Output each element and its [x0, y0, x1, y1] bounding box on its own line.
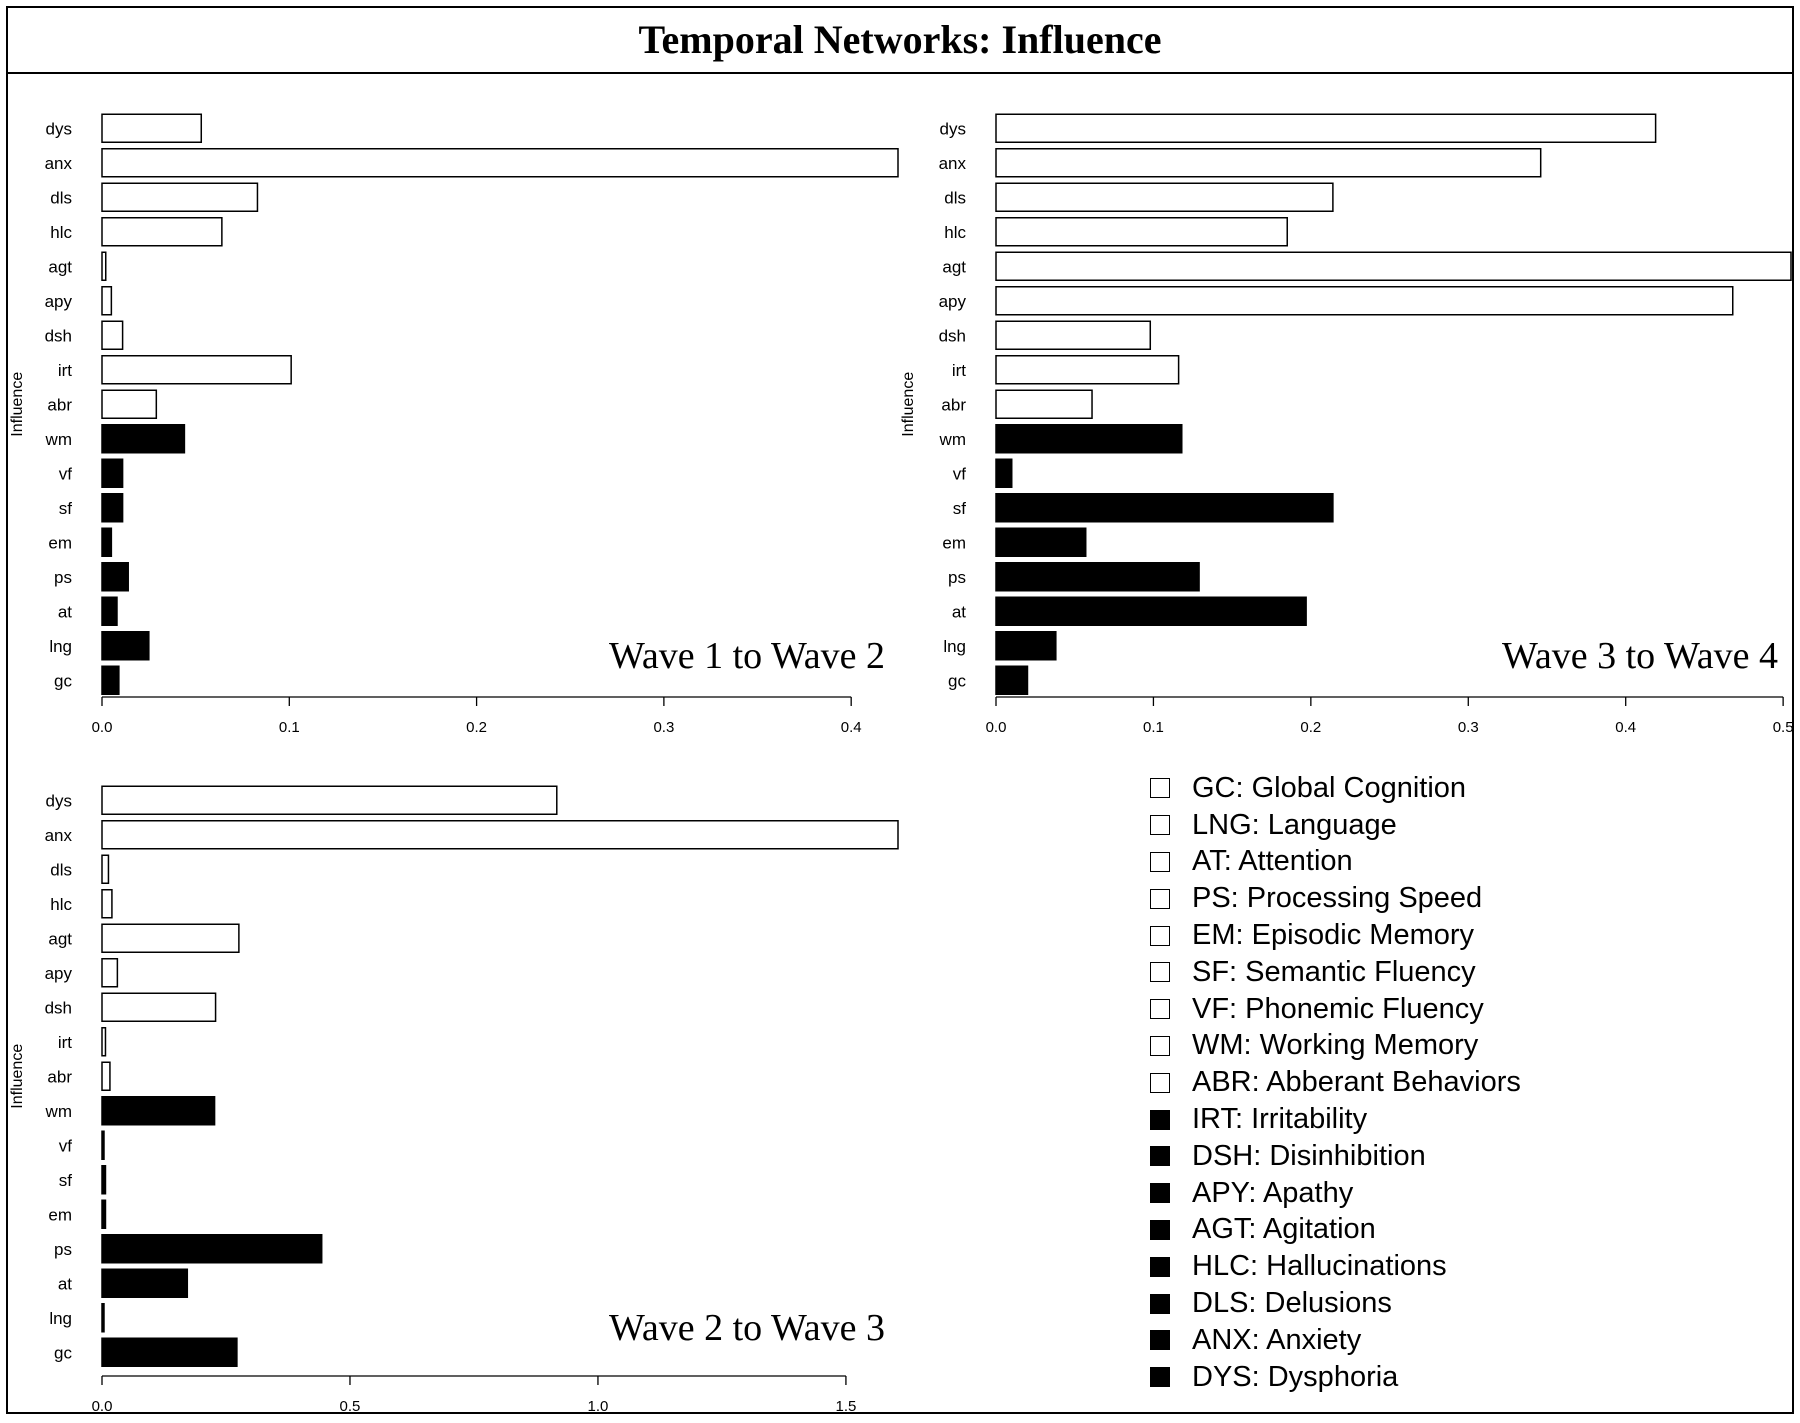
panel-label: Wave 1 to Wave 2	[609, 635, 885, 677]
category-label-hlc: hlc	[50, 894, 72, 914]
category-label-dsh: dsh	[44, 326, 72, 346]
category-label-apy: apy	[44, 291, 72, 311]
category-label-vf: vf	[58, 1136, 72, 1156]
bar-wm	[102, 425, 184, 453]
bar-gc	[102, 1338, 237, 1366]
category-label-lng: lng	[49, 1308, 72, 1328]
bar-dls	[996, 183, 1333, 211]
bar-hlc	[102, 218, 222, 246]
legend-swatch	[1150, 1036, 1170, 1056]
bar-apy	[102, 959, 117, 987]
category-label-ps: ps	[54, 1239, 72, 1259]
legend-swatch	[1150, 1294, 1170, 1314]
panel-label: Wave 3 to Wave 4	[1502, 635, 1778, 677]
category-label-gc: gc	[54, 1343, 72, 1363]
legend-swatch	[1150, 815, 1170, 835]
category-label-agt: agt	[942, 257, 966, 277]
bar-at	[996, 597, 1306, 625]
bar-vf	[102, 1131, 104, 1159]
bar-agt	[102, 252, 106, 280]
bar-ps	[996, 563, 1199, 591]
x-tick-label: 0.1	[278, 719, 300, 736]
legend-item	[1150, 844, 1790, 881]
category-label-anx: anx	[938, 153, 966, 173]
legend-swatch	[1150, 1146, 1170, 1166]
bar-hlc	[996, 218, 1287, 246]
legend-item	[1150, 1101, 1790, 1138]
legend-label: GC: Global Cognition	[1192, 771, 1467, 804]
bar-em	[102, 528, 111, 556]
bar-dys	[102, 114, 201, 142]
bar-hlc	[102, 890, 112, 918]
legend-swatch	[1150, 852, 1170, 872]
bar-lng	[102, 632, 149, 660]
category-label-ps: ps	[948, 567, 966, 587]
chart-wave-2-to-wave-3	[0, 752, 900, 1422]
category-label-dys: dys	[45, 119, 72, 139]
x-tick-label: 0.3	[1457, 719, 1479, 736]
legend-label: WM: Working Memory	[1192, 1029, 1479, 1062]
legend-swatch	[1150, 1183, 1170, 1203]
x-tick-label: 0.2	[466, 719, 488, 736]
category-label-wm: wm	[939, 429, 966, 449]
legend-item	[1150, 954, 1790, 991]
category-label-em: em	[48, 533, 72, 553]
legend-item	[1150, 1028, 1790, 1065]
legend-swatch	[1150, 999, 1170, 1019]
bar-em	[996, 528, 1086, 556]
legend-label: ABR: Abberant Behaviors	[1192, 1066, 1521, 1099]
bar-at	[102, 1269, 187, 1297]
category-label-at: at	[951, 602, 966, 622]
category-label-dys: dys	[939, 119, 966, 139]
legend-label: DSH: Disinhibition	[1192, 1139, 1426, 1172]
x-tick-label: 1.0	[587, 1398, 609, 1415]
x-tick-label: 0.5	[339, 1398, 361, 1415]
category-label-irt: irt	[57, 360, 72, 380]
bar-agt	[102, 924, 239, 952]
legend-label: PS: Processing Speed	[1192, 882, 1483, 915]
bar-apy	[102, 287, 111, 315]
bar-dls	[102, 855, 108, 883]
bar-wm	[102, 1097, 215, 1125]
category-label-apy: apy	[44, 963, 72, 983]
panel-label: Wave 2 to Wave 3	[609, 1307, 885, 1349]
category-label-sf: sf	[952, 498, 966, 518]
legend-swatch	[1150, 1110, 1170, 1130]
bar-anx	[102, 821, 898, 849]
category-label-hlc: hlc	[50, 222, 72, 242]
category-label-wm: wm	[45, 429, 72, 449]
legend-item	[1150, 1138, 1790, 1175]
category-label-abr: abr	[941, 395, 966, 415]
bar-ps	[102, 1235, 322, 1263]
bar-sf	[996, 494, 1333, 522]
x-tick-label: 0.4	[1615, 719, 1637, 736]
legend-item	[1150, 1175, 1790, 1212]
legend-item	[1150, 880, 1790, 917]
bar-dsh	[996, 321, 1150, 349]
y-axis-label: Influence	[9, 1043, 26, 1109]
bar-gc	[102, 666, 119, 694]
bar-wm	[996, 425, 1182, 453]
bar-abr	[102, 390, 156, 418]
legend-label: SF: Semantic Fluency	[1192, 955, 1476, 988]
category-label-agt: agt	[48, 929, 72, 949]
category-label-ps: ps	[54, 567, 72, 587]
bar-lng	[996, 632, 1056, 660]
legend	[1150, 770, 1790, 1396]
x-tick-label: 0.0	[985, 719, 1007, 736]
bar-apy	[996, 287, 1733, 315]
x-tick-label: 0.2	[1300, 719, 1322, 736]
x-tick-label: 1.5	[835, 1398, 857, 1415]
bar-em	[102, 1200, 105, 1228]
legend-item	[1150, 1285, 1790, 1322]
bar-abr	[996, 390, 1092, 418]
bar-dys	[102, 786, 557, 814]
bar-vf	[996, 459, 1012, 487]
category-label-abr: abr	[47, 395, 72, 415]
category-label-dls: dls	[50, 860, 72, 880]
legend-item	[1150, 1359, 1790, 1396]
legend-swatch	[1150, 889, 1170, 909]
bar-anx	[996, 149, 1541, 177]
bar-irt	[102, 356, 291, 384]
legend-label: EM: Episodic Memory	[1192, 919, 1475, 952]
category-label-wm: wm	[45, 1101, 72, 1121]
bar-abr	[102, 1062, 110, 1090]
legend-swatch	[1150, 1220, 1170, 1240]
category-label-dls: dls	[50, 188, 72, 208]
legend-swatch	[1150, 1367, 1170, 1387]
bar-dys	[996, 114, 1656, 142]
legend-swatch	[1150, 962, 1170, 982]
y-axis-label: Influence	[900, 371, 917, 437]
category-label-dys: dys	[45, 791, 72, 811]
legend-swatch	[1150, 926, 1170, 946]
legend-swatch	[1150, 1330, 1170, 1350]
legend-label: DLS: Delusions	[1192, 1287, 1392, 1320]
category-label-em: em	[942, 533, 966, 553]
legend-swatch	[1150, 778, 1170, 798]
legend-item	[1150, 991, 1790, 1028]
legend-label: ANX: Anxiety	[1192, 1323, 1362, 1356]
legend-label: DYS: Dysphoria	[1192, 1360, 1399, 1393]
chart-wave-1-to-wave-2	[0, 80, 900, 760]
x-tick-label: 0.4	[840, 719, 862, 736]
bar-agt	[996, 252, 1791, 280]
legend-label: LNG: Language	[1192, 808, 1397, 841]
bar-irt	[996, 356, 1179, 384]
legend-label: IRT: Irritability	[1192, 1103, 1368, 1136]
category-label-at: at	[57, 1274, 72, 1294]
x-tick-label: 0.1	[1142, 719, 1164, 736]
category-label-anx: anx	[44, 825, 72, 845]
bar-sf	[102, 1166, 105, 1194]
legend-label: AGT: Agitation	[1192, 1213, 1376, 1246]
bar-lng	[102, 1304, 104, 1332]
figure-title: Temporal Networks: Influence	[638, 16, 1162, 62]
bar-gc	[996, 666, 1027, 694]
bar-dls	[102, 183, 257, 211]
bar-anx	[102, 149, 898, 177]
x-tick-label: 0.0	[91, 1398, 113, 1415]
bar-at	[102, 597, 117, 625]
category-label-irt: irt	[57, 1032, 72, 1052]
category-label-lng: lng	[49, 636, 72, 656]
category-label-dsh: dsh	[938, 326, 966, 346]
category-label-em: em	[48, 1205, 72, 1225]
x-tick-label: 0.3	[653, 719, 675, 736]
category-label-gc: gc	[54, 671, 72, 691]
category-label-irt: irt	[951, 360, 966, 380]
category-label-vf: vf	[952, 464, 966, 484]
category-label-sf: sf	[58, 1170, 72, 1190]
bar-sf	[102, 494, 123, 522]
bar-irt	[102, 1028, 105, 1056]
bar-dsh	[102, 993, 216, 1021]
category-label-hlc: hlc	[944, 222, 966, 242]
x-tick-label: 0.5	[1772, 719, 1794, 736]
legend-swatch	[1150, 1257, 1170, 1277]
legend-item	[1150, 807, 1790, 844]
legend-item	[1150, 917, 1790, 954]
category-label-at: at	[57, 602, 72, 622]
y-axis-label: Influence	[9, 371, 26, 437]
category-label-anx: anx	[44, 153, 72, 173]
chart-wave-3-to-wave-4	[893, 80, 1800, 760]
category-label-agt: agt	[48, 257, 72, 277]
category-label-apy: apy	[938, 291, 966, 311]
bar-vf	[102, 459, 123, 487]
title-bar	[6, 6, 1794, 74]
legend-label: HLC: Hallucinations	[1192, 1250, 1447, 1283]
legend-item	[1150, 1064, 1790, 1101]
legend-swatch	[1150, 1073, 1170, 1093]
legend-label: AT: Attention	[1192, 845, 1353, 878]
bar-ps	[102, 563, 128, 591]
category-label-lng: lng	[943, 636, 966, 656]
category-label-sf: sf	[58, 498, 72, 518]
bar-dsh	[102, 321, 123, 349]
category-label-vf: vf	[58, 464, 72, 484]
category-label-abr: abr	[47, 1067, 72, 1087]
legend-item	[1150, 1322, 1790, 1359]
x-tick-label: 0.0	[91, 719, 113, 736]
category-label-dls: dls	[944, 188, 966, 208]
category-label-dsh: dsh	[44, 998, 72, 1018]
category-label-gc: gc	[948, 671, 966, 691]
legend-label: VF: Phonemic Fluency	[1192, 992, 1484, 1025]
legend-item	[1150, 770, 1790, 807]
legend-item	[1150, 1212, 1790, 1249]
legend-label: APY: Apathy	[1192, 1176, 1354, 1209]
legend-item	[1150, 1248, 1790, 1285]
